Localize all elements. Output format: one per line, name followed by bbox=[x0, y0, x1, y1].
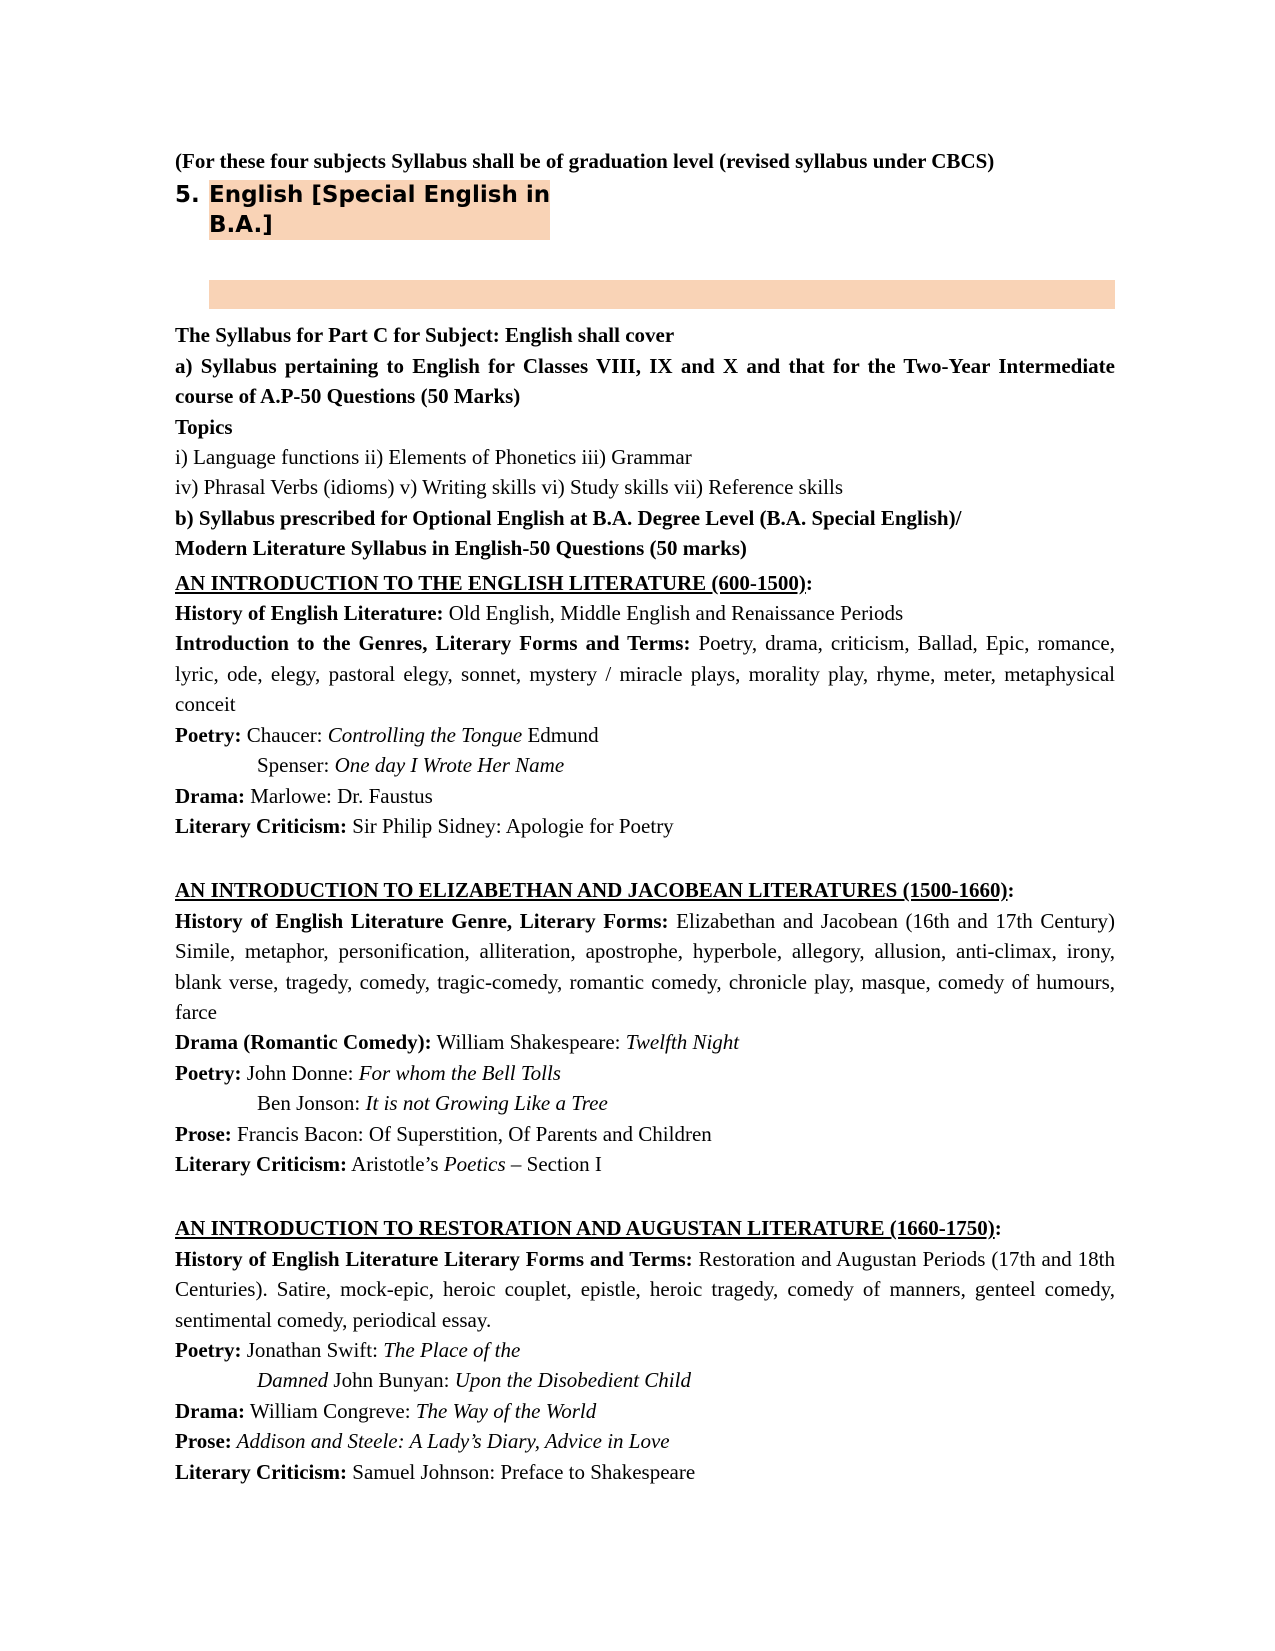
section-2-drama-work: Twelfth Night bbox=[625, 1030, 740, 1055]
section-3-title-colon: : bbox=[994, 1216, 1002, 1241]
section-1-poetry-author-2: Spenser: bbox=[257, 753, 335, 778]
part-c-b-line-2: Modern Literature Syllabus in English-50 Questions (50 marks) bbox=[175, 536, 747, 561]
section-3-poetry-cont bbox=[175, 1365, 1115, 1395]
heading-line-1 bbox=[209, 180, 550, 210]
section-2-criticism-after: – Section I bbox=[505, 1151, 602, 1176]
section-3-prose-label: Prose: bbox=[175, 1429, 232, 1454]
section-2-title bbox=[175, 875, 1115, 905]
section-1-genres-text: Poetry, drama, criticism, Ballad, Epic, romance, lyric, ode, elegy, pastoral elegy, sonnet, mystery / miracle plays, morality play, rhyme, meter, metaphysical conceit bbox=[175, 631, 1115, 717]
document-body bbox=[175, 146, 1115, 1487]
section-2-poetry-work-2: It is not Growing Like a Tree bbox=[365, 1091, 608, 1116]
section-1-poetry-author-1: Chaucer: bbox=[241, 722, 328, 747]
section-3-title bbox=[175, 1213, 1115, 1243]
heading-title bbox=[209, 180, 550, 240]
section-3-poetry-author-2: John Bunyan: bbox=[328, 1368, 455, 1393]
topics-line-2: iv) Phrasal Verbs (idioms) v) Writing skills vi) Study skills vii) Reference skills bbox=[175, 475, 843, 500]
section-3-title-text: AN INTRODUCTION TO RESTORATION AND AUGUSTAN LITERATURE (1660-1750) bbox=[175, 1216, 995, 1241]
section-2-prose-label: Prose: bbox=[175, 1121, 232, 1146]
section-3-poetry-work-1a: The Place of the bbox=[383, 1338, 521, 1362]
section-2-drama-label: Drama (Romantic Comedy): bbox=[175, 1030, 432, 1055]
section-2-poetry-author-2: Ben Jonson: bbox=[257, 1091, 366, 1116]
section-2-history bbox=[175, 906, 1115, 1028]
section-2-history-label: History of English Literature Genre, Literary Forms: bbox=[175, 908, 669, 933]
section-1-genres bbox=[175, 628, 1115, 719]
section-2-criticism-label: Literary Criticism: bbox=[175, 1151, 348, 1176]
section-3-criticism-text: Samuel Johnson: Preface to Shakespeare bbox=[347, 1459, 696, 1484]
section-1-drama bbox=[175, 781, 1115, 811]
section-2-poetry-work-1: For whom the Bell Tolls bbox=[358, 1060, 561, 1085]
section-1-poetry-after-1: Edmund bbox=[522, 722, 599, 747]
section-1-history bbox=[175, 598, 1115, 628]
section-1-drama-text: Marlowe: Dr. Faustus bbox=[244, 783, 433, 808]
section-1-poetry-cont bbox=[175, 750, 1115, 780]
intro-note: (For these four subjects Syllabus shall be of graduation level (revised syllabus under CBCS) bbox=[175, 149, 995, 173]
section-2-history-text: Elizabethan and Jacobean (16th and 17th Century) Simile, metaphor, personification, alliteration, apostrophe, hyperbole, allegory, allusion, anti-climax, irony, blank verse, tragedy, comedy, tragic-comedy, romantic comedy, chronicle play, masque, comedy of humours, farce bbox=[175, 908, 1115, 1024]
part-c-title: The Syllabus for Part C for Subject: English shall cover bbox=[175, 323, 675, 348]
section-1-poetry bbox=[175, 720, 1115, 750]
part-c-b-line-1: b) Syllabus prescribed for Optional English at B.A. Degree Level (B.A. Special English)/ bbox=[175, 505, 962, 530]
topics-line-1: i) Language functions ii) Elements of Phonetics iii) Grammar bbox=[175, 445, 692, 470]
section-1-criticism-label: Literary Criticism: bbox=[175, 813, 348, 838]
section-1-title-text: AN INTRODUCTION TO THE ENGLISH LITERATURE (600-1500) bbox=[175, 570, 806, 595]
section-3-poetry bbox=[175, 1335, 1115, 1365]
spacer bbox=[175, 1179, 1115, 1213]
section-3-history-label: History of English Literature Literary Forms and Terms: bbox=[175, 1246, 693, 1271]
heading-line-2-text: B.A.] bbox=[209, 212, 273, 239]
part-c-a: a) Syllabus pertaining to English for Classes VIII, IX and X and that for the Two-Year Intermediate course of A.P-50 Questions (50 Marks) bbox=[175, 353, 1115, 409]
section-1-poetry-label: Poetry: bbox=[175, 722, 242, 747]
section-2-criticism bbox=[175, 1149, 1115, 1179]
section-3-drama bbox=[175, 1396, 1115, 1426]
section-2-criticism-author: Aristotle’s bbox=[347, 1151, 444, 1176]
section-3-drama-author: William Congreve: bbox=[244, 1398, 416, 1423]
section-3-drama-work: The Way of the World bbox=[415, 1398, 597, 1423]
heading-line-1-text: English [Special English in bbox=[209, 182, 551, 209]
section-heading bbox=[175, 180, 1115, 276]
section-1-poetry-work-1: Controlling the Tongue bbox=[327, 722, 523, 747]
topics-label: Topics bbox=[175, 414, 233, 439]
heading-highlight-band bbox=[209, 280, 1115, 309]
heading-line-2 bbox=[209, 210, 550, 240]
section-3-history bbox=[175, 1244, 1115, 1335]
section-1-genres-label: Introduction to the Genres, Literary Forms and Terms: bbox=[175, 631, 691, 656]
heading-number: 5. bbox=[175, 182, 200, 209]
section-3-history-text: Restoration and Augustan Periods (17th and 18th Centuries). Satire, mock-epic, heroic couplet, epistle, heroic tragedy, comedy of manners, genteel comedy, sentimental comedy, periodical essay. bbox=[175, 1246, 1115, 1332]
section-2-poetry-cont bbox=[175, 1088, 1115, 1118]
section-3-poetry-work-2: Upon the Disobedient Child bbox=[454, 1368, 691, 1393]
section-2-drama bbox=[175, 1027, 1115, 1057]
section-2-prose-text: Francis Bacon: Of Superstition, Of Parents and Children bbox=[231, 1121, 712, 1146]
section-1-criticism-text: Sir Philip Sidney: Apologie for Poetry bbox=[347, 813, 674, 838]
section-2-poetry-author-1: John Donne: bbox=[241, 1060, 359, 1085]
section-2-title-text: AN INTRODUCTION TO ELIZABETHAN AND JACOBEAN LITERATURES (1500-1660) bbox=[175, 878, 1008, 903]
section-3-prose bbox=[175, 1426, 1115, 1456]
section-3-drama-label: Drama: bbox=[175, 1398, 245, 1423]
section-1-drama-label: Drama: bbox=[175, 783, 245, 808]
section-2-poetry bbox=[175, 1058, 1115, 1088]
section-2-prose bbox=[175, 1119, 1115, 1149]
section-3-poetry-work-1b: Damned bbox=[257, 1368, 329, 1393]
section-1-title-colon: : bbox=[805, 570, 813, 595]
section-2-drama-author: William Shakespeare: bbox=[431, 1030, 626, 1055]
section-2-criticism-work: Poetics bbox=[443, 1151, 506, 1176]
section-3-criticism-label: Literary Criticism: bbox=[175, 1459, 348, 1484]
section-3-criticism bbox=[175, 1457, 1115, 1487]
section-3-prose-work: Addison and Steele: A Lady’s Diary, Advice in Love bbox=[231, 1429, 670, 1454]
section-1-title bbox=[175, 568, 1115, 598]
section-2-poetry-label: Poetry: bbox=[175, 1060, 242, 1085]
section-1-poetry-work-2: One day I Wrote Her Name bbox=[334, 753, 565, 778]
section-3-poetry-author-1: Jonathan Swift: bbox=[241, 1338, 384, 1362]
part-c bbox=[175, 320, 1115, 563]
section-1-history-text: Old English, Middle English and Renaissance Periods bbox=[443, 601, 904, 626]
section-3-poetry-label: Poetry: bbox=[175, 1338, 242, 1362]
section-1-criticism bbox=[175, 811, 1115, 841]
spacer bbox=[175, 841, 1115, 875]
section-2-title-colon: : bbox=[1007, 878, 1015, 903]
section-1-history-label: History of English Literature: bbox=[175, 601, 444, 626]
